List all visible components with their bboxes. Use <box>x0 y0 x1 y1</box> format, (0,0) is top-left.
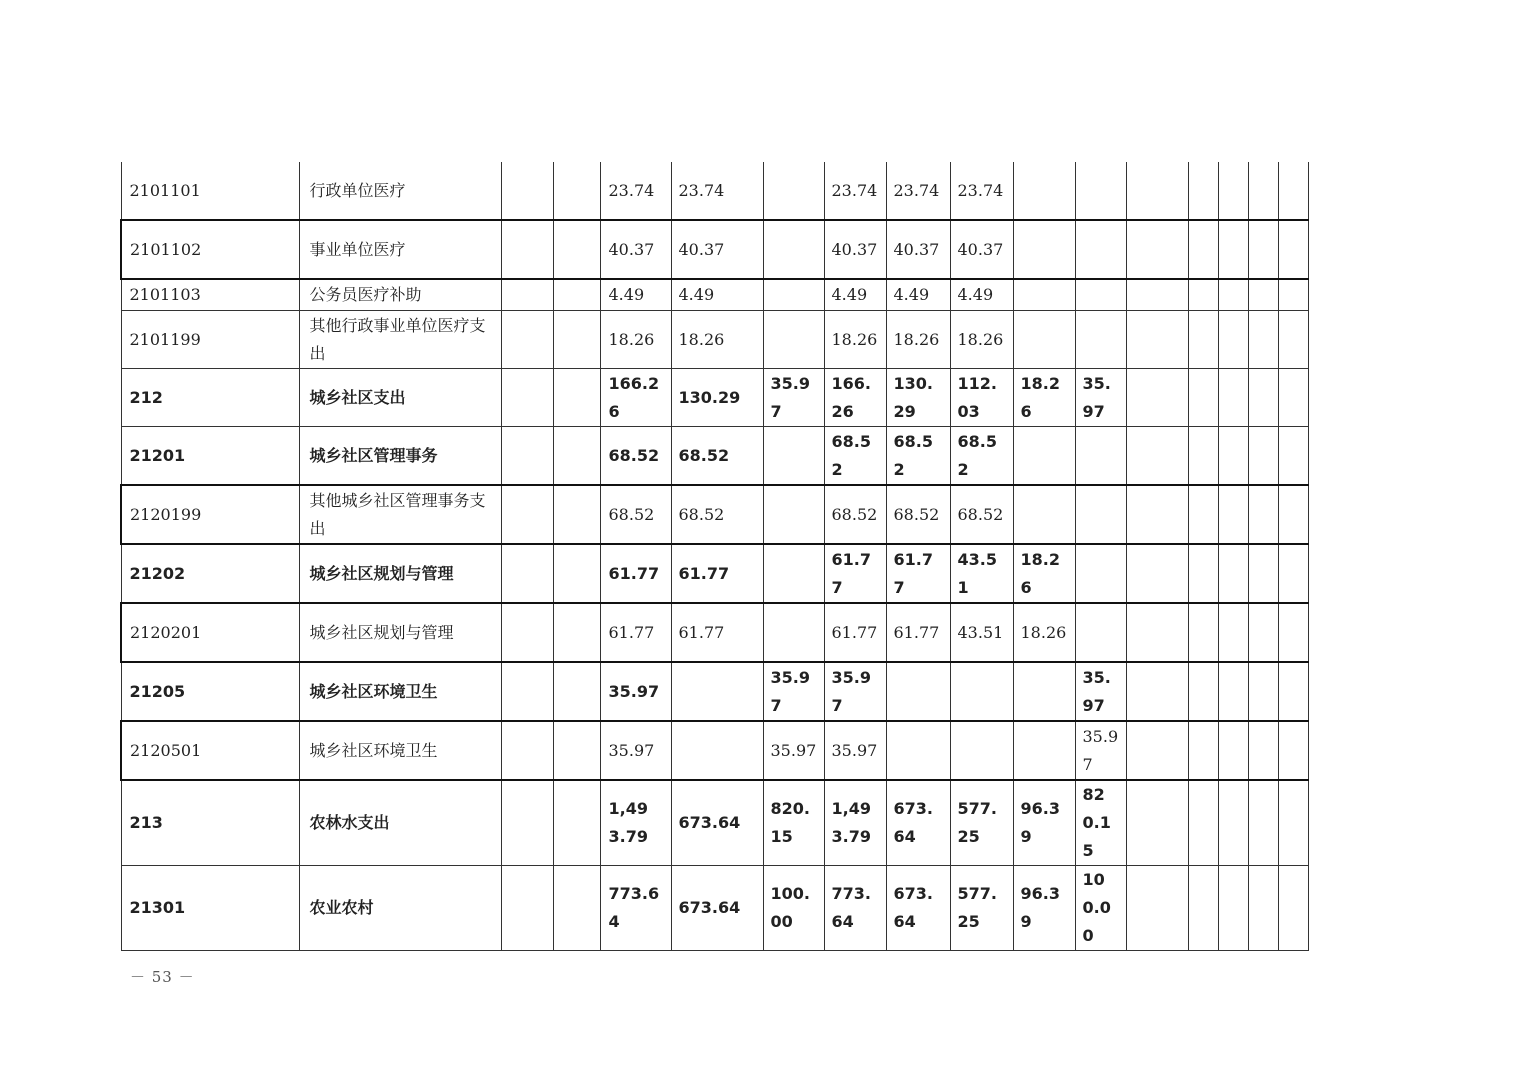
cell-name: 其他城乡社区管理事务支出 <box>299 485 501 544</box>
cell-c7 <box>1075 162 1126 220</box>
cell-empty <box>553 485 600 544</box>
cell-empty <box>1126 311 1188 369</box>
cell-empty <box>553 662 600 721</box>
cell-total: 18.26 <box>600 311 671 369</box>
cell-c1: 673.64 <box>671 866 763 951</box>
cell-c1: 673.64 <box>671 780 763 866</box>
cell-c2 <box>763 311 824 369</box>
cell-c4: 61.77 <box>886 544 950 603</box>
cell-c2 <box>763 279 824 311</box>
cell-empty <box>1248 220 1278 279</box>
cell-c5: 43.51 <box>950 544 1013 603</box>
cell-c1: 68.52 <box>671 427 763 486</box>
cell-empty <box>1188 220 1218 279</box>
cell-code: 212 <box>121 369 299 427</box>
cell-empty <box>1218 485 1248 544</box>
cell-empty <box>553 162 600 220</box>
cell-empty <box>1218 866 1248 951</box>
cell-name: 城乡社区环境卫生 <box>299 662 501 721</box>
cell-c7 <box>1075 279 1126 311</box>
cell-c3: 35.97 <box>824 721 886 780</box>
cell-empty <box>501 162 553 220</box>
cell-c1: 40.37 <box>671 220 763 279</box>
cell-empty <box>1126 369 1188 427</box>
cell-c4: 23.74 <box>886 162 950 220</box>
table-row <box>121 780 1403 866</box>
cell-empty <box>1218 780 1248 866</box>
cell-code: 213 <box>121 780 299 866</box>
table-row <box>121 162 1403 220</box>
cell-empty <box>501 369 553 427</box>
cell-code: 21201 <box>121 427 299 486</box>
cell-name: 城乡社区环境卫生 <box>299 721 501 780</box>
cell-empty <box>1188 603 1218 662</box>
cell-c2: 35.97 <box>763 662 824 721</box>
cell-c5: 577.25 <box>950 780 1013 866</box>
cell-c6 <box>1013 220 1075 279</box>
cell-c1: 61.77 <box>671 603 763 662</box>
cell-c7 <box>1075 427 1126 486</box>
cell-c6 <box>1013 427 1075 486</box>
cell-c3: 23.74 <box>824 162 886 220</box>
cell-empty <box>501 427 553 486</box>
cell-c1 <box>671 721 763 780</box>
cell-code: 2101199 <box>121 311 299 369</box>
cell-c5: 23.74 <box>950 162 1013 220</box>
cell-c3: 4.49 <box>824 279 886 311</box>
cell-empty <box>501 721 553 780</box>
cell-c5: 4.49 <box>950 279 1013 311</box>
cell-empty <box>553 780 600 866</box>
cell-c3: 68.52 <box>824 427 886 486</box>
cell-empty <box>1188 544 1218 603</box>
cell-c2 <box>763 603 824 662</box>
cell-empty <box>1126 220 1188 279</box>
cell-empty <box>1248 662 1278 721</box>
cell-empty <box>501 544 553 603</box>
cell-empty <box>501 662 553 721</box>
cell-c7 <box>1075 220 1126 279</box>
cell-c5: 577.25 <box>950 866 1013 951</box>
cell-total: 35.97 <box>600 662 671 721</box>
cell-c4: 61.77 <box>886 603 950 662</box>
cell-c6 <box>1013 162 1075 220</box>
cell-empty <box>1188 427 1218 486</box>
cell-empty <box>1188 780 1218 866</box>
cell-c5: 68.52 <box>950 427 1013 486</box>
cell-empty <box>1126 780 1188 866</box>
cell-empty <box>553 427 600 486</box>
cell-c6: 96.39 <box>1013 780 1075 866</box>
cell-c6: 96.39 <box>1013 866 1075 951</box>
cell-empty <box>1188 662 1218 721</box>
cell-empty <box>1126 662 1188 721</box>
cell-empty <box>1218 544 1248 603</box>
cell-c4: 130.29 <box>886 369 950 427</box>
cell-empty <box>1126 866 1188 951</box>
cell-empty <box>553 369 600 427</box>
cell-empty <box>1278 279 1308 311</box>
cell-empty <box>1248 162 1278 220</box>
cell-c7: 35.97 <box>1075 662 1126 721</box>
cell-code: 2101102 <box>121 220 299 279</box>
cell-name: 城乡社区支出 <box>299 369 501 427</box>
cell-c7 <box>1075 544 1126 603</box>
cell-empty <box>1218 427 1248 486</box>
cell-empty <box>1248 544 1278 603</box>
cell-c5: 68.52 <box>950 485 1013 544</box>
cell-c6: 18.26 <box>1013 544 1075 603</box>
cell-empty <box>1218 662 1248 721</box>
cell-c5: 43.51 <box>950 603 1013 662</box>
cell-c7: 100.00 <box>1075 866 1126 951</box>
cell-c6: 18.26 <box>1013 369 1075 427</box>
cell-empty <box>501 866 553 951</box>
cell-code: 21301 <box>121 866 299 951</box>
table-row <box>121 311 1403 369</box>
cell-empty <box>1218 220 1248 279</box>
cell-empty <box>1248 427 1278 486</box>
cell-total: 68.52 <box>600 485 671 544</box>
cell-name: 城乡社区规划与管理 <box>299 603 501 662</box>
cell-c3: 166.26 <box>824 369 886 427</box>
cell-empty <box>501 603 553 662</box>
cell-empty <box>1218 162 1248 220</box>
cell-total: 61.77 <box>600 603 671 662</box>
cell-empty <box>1188 721 1218 780</box>
cell-empty <box>553 603 600 662</box>
cell-code: 21205 <box>121 662 299 721</box>
table-row <box>121 369 1403 427</box>
cell-name: 事业单位医疗 <box>299 220 501 279</box>
cell-c7: 35.97 <box>1075 369 1126 427</box>
page-number: － 53 － <box>130 968 195 986</box>
cell-c4: 4.49 <box>886 279 950 311</box>
cell-empty <box>1126 544 1188 603</box>
cell-empty <box>1248 279 1278 311</box>
cell-c1: 4.49 <box>671 279 763 311</box>
cell-c4 <box>886 721 950 780</box>
cell-empty <box>553 279 600 311</box>
table-row <box>121 485 1403 544</box>
cell-c4: 673.64 <box>886 866 950 951</box>
cell-total: 773.64 <box>600 866 671 951</box>
cell-c2 <box>763 485 824 544</box>
cell-c7 <box>1075 603 1126 662</box>
cell-c4: 68.52 <box>886 485 950 544</box>
cell-empty <box>501 279 553 311</box>
cell-empty <box>1278 220 1308 279</box>
cell-c2 <box>763 427 824 486</box>
cell-c3: 18.26 <box>824 311 886 369</box>
cell-c2: 820.15 <box>763 780 824 866</box>
budget-table <box>120 162 1404 951</box>
cell-empty <box>1188 279 1218 311</box>
cell-c4: 673.64 <box>886 780 950 866</box>
cell-empty <box>1248 603 1278 662</box>
cell-code: 21202 <box>121 544 299 603</box>
cell-c3: 1,493.79 <box>824 780 886 866</box>
table-row <box>121 603 1403 662</box>
table-row <box>121 544 1403 603</box>
cell-c4: 40.37 <box>886 220 950 279</box>
cell-empty <box>1278 369 1308 427</box>
cell-code: 2120199 <box>121 485 299 544</box>
cell-empty <box>1188 162 1218 220</box>
table-row <box>121 279 1403 311</box>
cell-c1: 130.29 <box>671 369 763 427</box>
cell-c5 <box>950 721 1013 780</box>
cell-empty <box>1188 311 1218 369</box>
cell-c3: 35.97 <box>824 662 886 721</box>
table-row <box>121 220 1403 279</box>
cell-total: 23.74 <box>600 162 671 220</box>
cell-empty <box>1248 721 1278 780</box>
cell-empty <box>1188 485 1218 544</box>
cell-empty <box>1188 866 1218 951</box>
cell-empty <box>1126 427 1188 486</box>
cell-name: 其他行政事业单位医疗支出 <box>299 311 501 369</box>
cell-c1: 23.74 <box>671 162 763 220</box>
cell-c4: 68.52 <box>886 427 950 486</box>
cell-c2 <box>763 220 824 279</box>
cell-empty <box>1126 279 1188 311</box>
cell-empty <box>1126 721 1188 780</box>
cell-total: 1,493.79 <box>600 780 671 866</box>
cell-empty <box>553 311 600 369</box>
cell-c5: 18.26 <box>950 311 1013 369</box>
cell-c7 <box>1075 311 1126 369</box>
cell-c4: 18.26 <box>886 311 950 369</box>
cell-empty <box>553 220 600 279</box>
cell-empty <box>1248 369 1278 427</box>
cell-c6 <box>1013 279 1075 311</box>
cell-c1 <box>671 662 763 721</box>
cell-c6: 18.26 <box>1013 603 1075 662</box>
cell-c1: 18.26 <box>671 311 763 369</box>
cell-empty <box>1278 311 1308 369</box>
cell-empty <box>501 220 553 279</box>
cell-empty <box>1278 485 1308 544</box>
cell-empty <box>1218 311 1248 369</box>
table-row <box>121 721 1403 780</box>
cell-empty <box>1248 311 1278 369</box>
cell-name: 公务员医疗补助 <box>299 279 501 311</box>
table-row <box>121 427 1403 486</box>
cell-name: 城乡社区规划与管理 <box>299 544 501 603</box>
cell-total: 40.37 <box>600 220 671 279</box>
cell-empty <box>1218 279 1248 311</box>
cell-empty <box>1218 603 1248 662</box>
cell-empty <box>553 721 600 780</box>
cell-c6 <box>1013 485 1075 544</box>
cell-c7: 35.97 <box>1075 721 1126 780</box>
cell-c3: 61.77 <box>824 603 886 662</box>
cell-empty <box>501 311 553 369</box>
cell-total: 35.97 <box>600 721 671 780</box>
cell-name: 城乡社区管理事务 <box>299 427 501 486</box>
cell-total: 61.77 <box>600 544 671 603</box>
cell-c2: 35.97 <box>763 369 824 427</box>
cell-empty <box>1278 662 1308 721</box>
cell-empty <box>553 544 600 603</box>
cell-c3: 61.77 <box>824 544 886 603</box>
cell-code: 2101101 <box>121 162 299 220</box>
cell-c6 <box>1013 662 1075 721</box>
cell-empty <box>1248 485 1278 544</box>
cell-empty <box>501 780 553 866</box>
cell-c2 <box>763 162 824 220</box>
cell-name: 行政单位医疗 <box>299 162 501 220</box>
cell-c3: 40.37 <box>824 220 886 279</box>
cell-empty <box>553 866 600 951</box>
cell-empty <box>1218 721 1248 780</box>
cell-empty <box>1126 603 1188 662</box>
cell-c5: 112.03 <box>950 369 1013 427</box>
cell-empty <box>1218 369 1248 427</box>
cell-empty <box>1188 369 1218 427</box>
cell-empty <box>1278 162 1308 220</box>
cell-empty <box>1278 603 1308 662</box>
cell-c2 <box>763 544 824 603</box>
table-row <box>121 662 1403 721</box>
cell-empty <box>501 485 553 544</box>
cell-empty <box>1278 866 1308 951</box>
cell-empty <box>1248 780 1278 866</box>
cell-c3: 773.64 <box>824 866 886 951</box>
cell-name: 农业农村 <box>299 866 501 951</box>
cell-code: 2101103 <box>121 279 299 311</box>
cell-c7 <box>1075 485 1126 544</box>
cell-empty <box>1278 427 1308 486</box>
cell-code: 2120501 <box>121 721 299 780</box>
cell-empty <box>1278 780 1308 866</box>
cell-total: 68.52 <box>600 427 671 486</box>
cell-empty <box>1278 544 1308 603</box>
cell-c5: 40.37 <box>950 220 1013 279</box>
cell-c6 <box>1013 311 1075 369</box>
cell-code: 2120201 <box>121 603 299 662</box>
cell-empty <box>1126 485 1188 544</box>
cell-empty <box>1248 866 1278 951</box>
table-row <box>121 866 1403 951</box>
cell-c2: 100.00 <box>763 866 824 951</box>
cell-c3: 68.52 <box>824 485 886 544</box>
cell-total: 166.26 <box>600 369 671 427</box>
cell-c2: 35.97 <box>763 721 824 780</box>
cell-c5 <box>950 662 1013 721</box>
cell-c1: 68.52 <box>671 485 763 544</box>
cell-empty <box>1126 162 1188 220</box>
cell-c1: 61.77 <box>671 544 763 603</box>
cell-c7: 820.15 <box>1075 780 1126 866</box>
cell-c6 <box>1013 721 1075 780</box>
cell-empty <box>1278 721 1308 780</box>
cell-c4 <box>886 662 950 721</box>
cell-name: 农林水支出 <box>299 780 501 866</box>
cell-total: 4.49 <box>600 279 671 311</box>
